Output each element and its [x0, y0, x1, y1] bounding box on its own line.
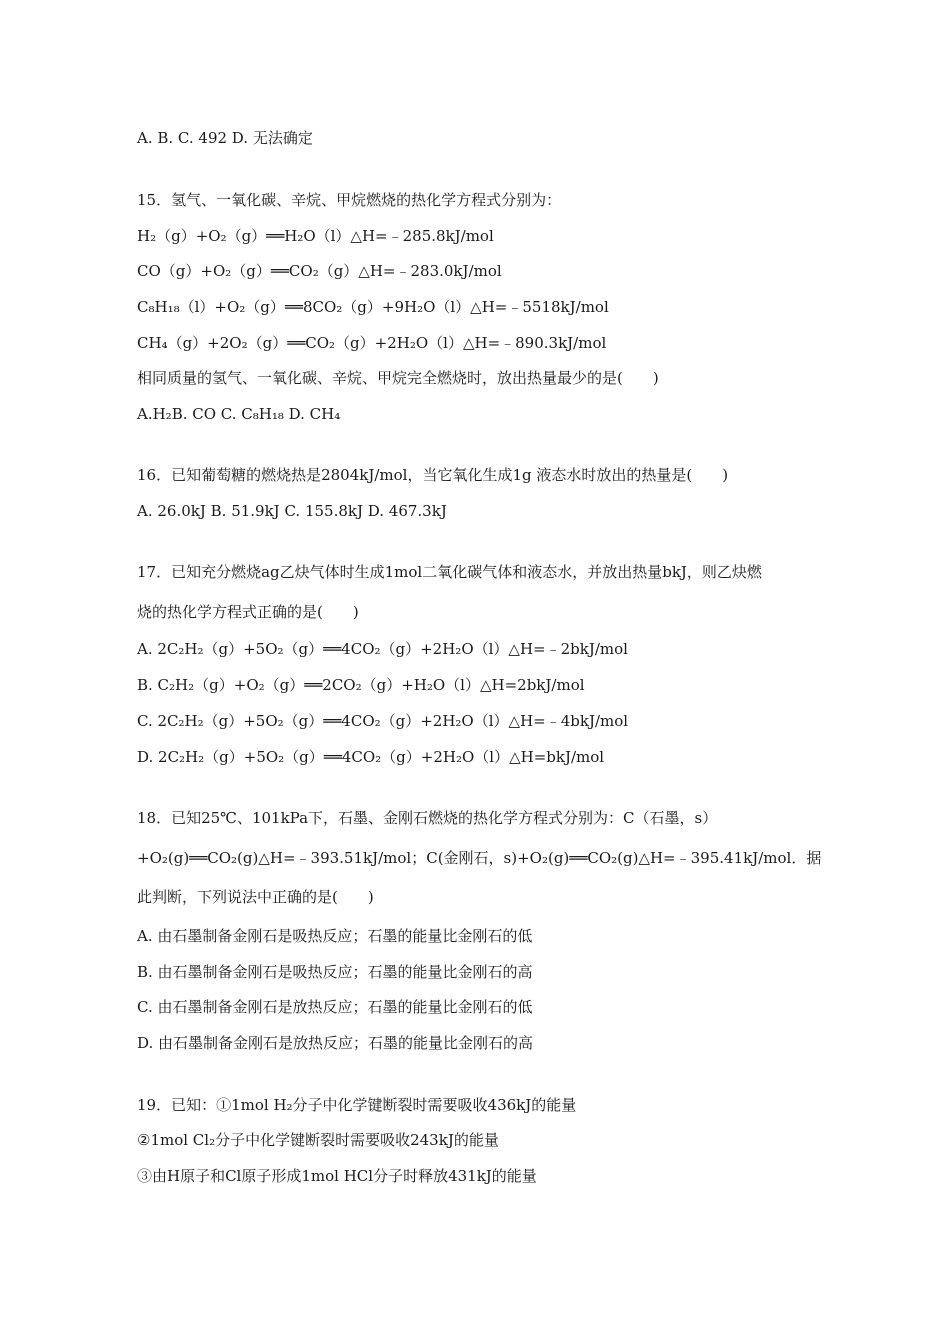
q15-equation-1: H₂（g）+O₂（g）══H₂O（l）△H=﹣285.8kJ/mol	[137, 227, 494, 245]
q16-stem: 16．已知葡萄糖的燃烧热是2804kJ/mol，当它氧化生成1g 液态水时放出的热量是( )	[137, 466, 729, 484]
q15-question: 相同质量的氢气、一氧化碳、辛烷、甲烷完全燃烧时，放出热量最少的是( )	[137, 369, 659, 387]
q18-stem-line-2: +O₂(g)══CO₂(g)△H=﹣393.51kJ/mol；C(金刚石，s)+O₂(g)══CO₂(g)△H=﹣395.41kJ/mol．据	[137, 849, 822, 867]
q17-option-d: D. 2C₂H₂（g）+5O₂（g）══4CO₂（g）+2H₂O（l）△H=bkJ/mol	[137, 748, 605, 766]
q19-condition-3: ③由H原子和Cl原子形成1mol HCl分子时释放431kJ的能量	[137, 1167, 537, 1185]
q15-stem: 15．氢气、一氧化碳、辛烷、甲烷燃烧的热化学方程式分别为：	[137, 191, 562, 209]
q15-options: A.H₂B. CO C. C₈H₁₈ D. CH₄	[137, 405, 341, 423]
q15-equation-2: CO（g）+O₂（g）══CO₂（g）△H=﹣283.0kJ/mol	[137, 262, 502, 280]
q18-option-a: A. 由石墨制备金刚石是吸热反应；石墨的能量比金刚石的低	[137, 927, 533, 945]
q19-stem: 19．已知：①1mol H₂分子中化学键断裂时需要吸收436kJ的能量	[137, 1096, 577, 1114]
q16-options: A. 26.0kJ B. 51.9kJ C. 155.8kJ D. 467.3kJ	[137, 502, 447, 520]
q17-option-c: C. 2C₂H₂（g）+5O₂（g）══4CO₂（g）+2H₂O（l）△H=﹣4bkJ/mol	[137, 712, 629, 730]
q15-equation-3: C₈H₁₈（l）+O₂（g）══8CO₂（g）+9H₂O（l）△H=﹣5518kJ/mol	[137, 298, 609, 316]
q17-option-a: A. 2C₂H₂（g）+5O₂（g）══4CO₂（g）+2H₂O（l）△H=﹣2bkJ/mol	[137, 640, 628, 658]
q14-options: A. B. C. 492 D. 无法确定	[137, 129, 313, 147]
q15-equation-4: CH₄（g）+2O₂（g）══CO₂（g）+2H₂O（l）△H=﹣890.3kJ/mol	[137, 334, 607, 352]
q17-stem-line-2: 烧的热化学方程式正确的是( )	[137, 603, 359, 621]
q18-stem-line-3: 此判断，下列说法中正确的是( )	[137, 888, 374, 906]
q18-option-c: C. 由石墨制备金刚石是放热反应；石墨的能量比金刚石的低	[137, 998, 533, 1016]
q18-option-d: D. 由石墨制备金刚石是放热反应；石墨的能量比金刚石的高	[137, 1034, 534, 1052]
q19-condition-2: ②1mol Cl₂分子中化学键断裂时需要吸收243kJ的能量	[137, 1131, 499, 1149]
q18-option-b: B. 由石墨制备金刚石是吸热反应；石墨的能量比金刚石的高	[137, 963, 533, 981]
q17-stem-line-1: 17．已知充分燃烧ag乙炔气体时生成1mol二氧化碳气体和液态水，并放出热量bkJ，则乙炔燃	[137, 563, 762, 581]
q17-option-b: B. C₂H₂（g）+O₂（g）══2CO₂（g）+H₂O（l）△H=2bkJ/mol	[137, 676, 585, 694]
q18-stem-line-1: 18．已知25℃、101kPa下，石墨、金刚石燃烧的热化学方程式分别为：C（石墨，s）	[137, 809, 718, 827]
